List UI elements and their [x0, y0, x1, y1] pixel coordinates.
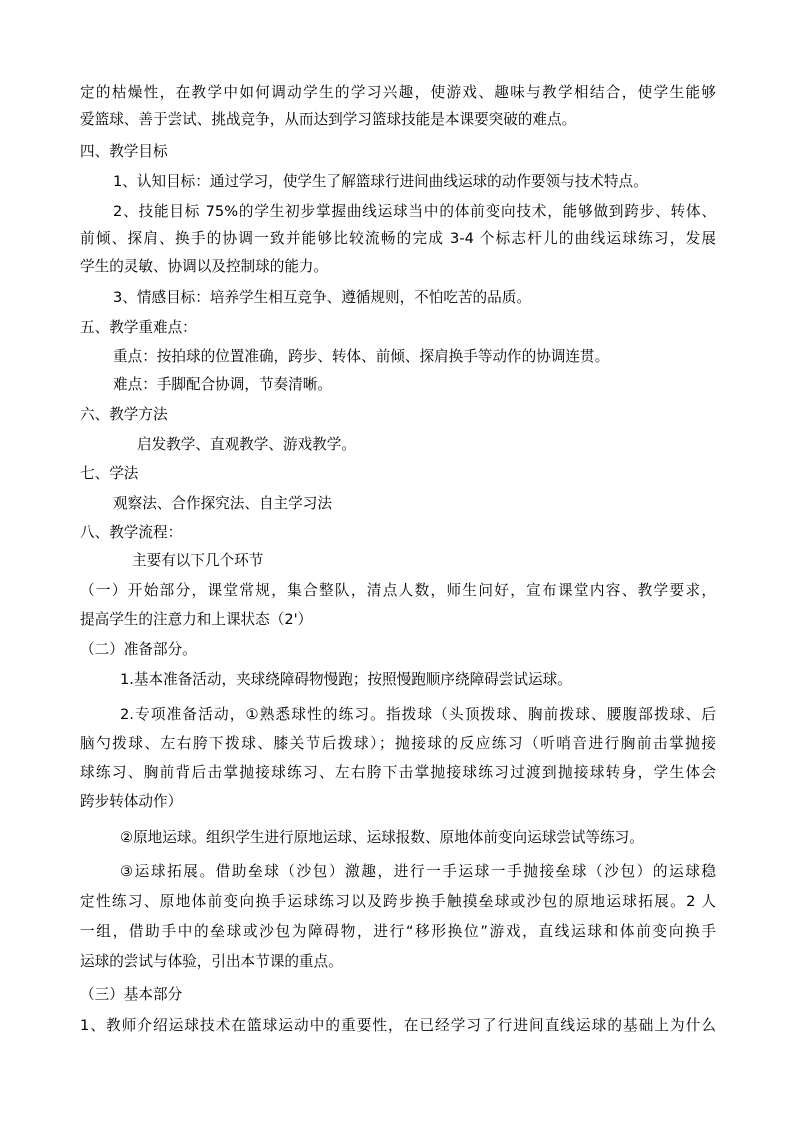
- text-line: 爱篮球、善于尝试、挑战竞争，从而达到学习篮球技能是本课要突破的难点。: [80, 111, 577, 128]
- text-line: 跨步转体动作）: [80, 793, 183, 810]
- text-line: 1、教师介绍运球技术在篮球运动中的重要性，在已经学习了行进间直线运球的基础上为什么: [80, 1017, 716, 1034]
- text-line: 重点：按拍球的位置准确，跨步、转体、前倾、探肩换手等动作的协调连贯。: [113, 348, 610, 365]
- text-line: 启发教学、直观教学、游戏教学。: [137, 436, 356, 453]
- text-line: 脑勺拨球、左右胯下拨球、膝关节后拨球）；抛接球的反应练习（听哨音进行胸前击掌抛接: [80, 735, 716, 752]
- section-heading: 七、学法: [80, 465, 139, 482]
- section-heading: 八、教学流程：: [80, 524, 183, 541]
- text-line: 定的枯燥性，在教学中如何调动学生的学习兴趣，使游戏、趣味与教学相结合，使学生能够: [80, 84, 716, 101]
- text-line: 难点：手脚配合协调，节奏清晰。: [113, 376, 332, 393]
- text-line: （一）开始部分，课堂常规，集合整队，清点人数，师生问好，宣布课堂内容、教学要求，: [80, 582, 716, 599]
- text-line: ②原地运球。组织学生进行原地运球、运球报数、原地体前变向运球尝试等练习。: [120, 829, 644, 846]
- text-line: ③运球拓展。借助垒球（沙包）激趣，进行一手运球一手抛接垒球（沙包）的运球稳: [120, 863, 716, 880]
- section-heading: （二）准备部分。: [80, 641, 197, 658]
- text-line: 学生的灵敏、协调以及控制球的能力。: [80, 258, 329, 275]
- text-line: 1、认知目标：通过学习，使学生了解篮球行进间曲线运球的动作要领与技术特点。: [113, 173, 648, 190]
- text-line: 一组，借助手中的垒球或沙包为障碍物，进行“移形换位”游戏，直线运球和体前变向换手: [80, 923, 716, 940]
- section-heading: 六、教学方法: [80, 406, 168, 423]
- text-line: 提高学生的注意力和上课状态（2'）: [80, 611, 313, 628]
- text-line: 前倾、探肩、换手的协调一致并能够比较流畅的完成 3-4 个标志杆儿的曲线运球练习，发展: [80, 230, 716, 247]
- text-line: 运球的尝试与体验，引出本节课的重点。: [80, 953, 343, 970]
- section-heading: （三）基本部分: [80, 986, 183, 1003]
- section-heading: 五、教学重难点：: [80, 319, 197, 336]
- text-line: 1.基本准备活动，夹球绕障碍物慢跑；按照慢跑顺序绕障碍尝试运球。: [120, 671, 572, 688]
- section-heading: 四、教学目标: [80, 143, 168, 160]
- text-line: 3、情感目标：培养学生相互竞争、遵循规则，不怕吃苦的品质。: [113, 289, 531, 306]
- text-line: 2.专项准备活动，①熟悉球性的练习。指拨球（头顶拨球、胸前拨球、腰腹部拨球、后: [120, 706, 716, 723]
- text-line: 观察法、合作探究法、自主学习法: [113, 495, 332, 512]
- text-line: 2、技能目标 75%的学生初步掌握曲线运球当中的体前变向技术，能够做到跨步、转体、: [113, 203, 716, 220]
- text-line: 主要有以下几个环节: [132, 552, 264, 569]
- text-line: 定性练习、原地体前变向换手运球练习以及跨步换手触摸垒球或沙包的原地运球拓展。2 人: [80, 893, 716, 910]
- text-line: 球练习、胸前背后击掌抛接球练习、左右胯下击掌抛接球练习过渡到抛接球转身，学生体会: [80, 764, 716, 781]
